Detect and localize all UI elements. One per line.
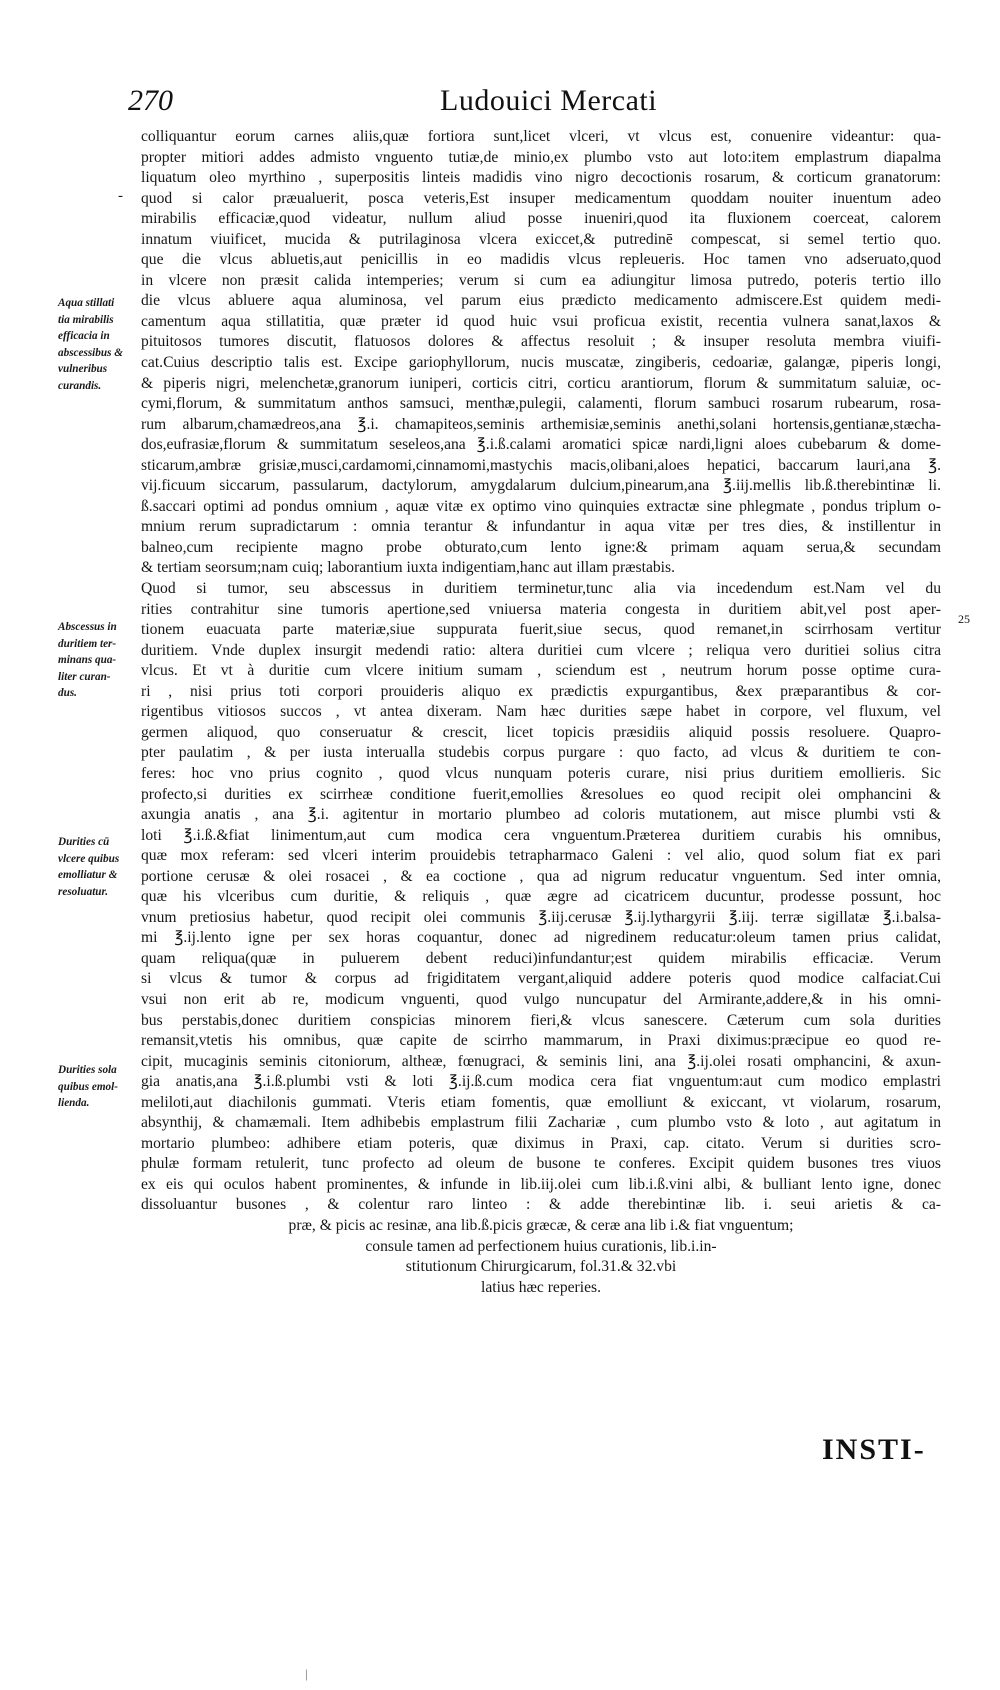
text-line: rum albarum,chamædreos,ana ℥.i. chamapiteos,seminis arthemisiæ,seminis anethi,solani hortensis,gentianæ,stæcha- (141, 415, 941, 433)
marginal-note-line: vulneribus (58, 363, 108, 375)
text-line: mnium rerum supradictarum : omnia terantur & infundantur in aqua vitæ per tres dies, & instillentur in (141, 518, 941, 536)
text-line: ß.saccari optimi ad pondus omnium , aquæ vitæ ex optimo vino quinquies extractæ sine phlegmate , pondus triplum o- (141, 497, 941, 515)
text-line: remansit,vtetis his omnibus, quæ capite de scirrho mammarum, in Praxi diximus:præcipue eo quod re- (141, 1032, 941, 1050)
margin-line-number: 25 (958, 612, 970, 626)
text-line: dissoluantur busones , & colentur raro linteo : & adde therebintinæ lib. i. seui arietis & ca- (141, 1196, 941, 1214)
text-line: dos,eufrasiæ,florum & summitatum seseleos,ana ℥.i.ß.calami aromatici spicæ nardi,ligni aloes cubebarum & dome- (141, 436, 941, 454)
text-line: vij.ficuum siccarum, passularum, dactylorum, amygdalarum dulcium,pinearum,ana ℥.iij.mellis lib.ß.therebintinæ li. (141, 477, 941, 495)
text-line: die vlcus abluere aqua aluminosa, vel parum eius prædicto medicamento admiscere.Est quidem medi- (141, 292, 941, 310)
text-line: profecto,si durities ex scirrheæ conditione fuerit,emollies &resolues eo quod recipit olei omphancini & (141, 785, 941, 803)
margin-dash: - (118, 188, 123, 204)
running-head: Ludouici Mercati (440, 84, 658, 117)
text-line: in vlcere non præsit calida intemperies; verum si cum ea adiungitur limosa putredo, poteris tertio illo (141, 271, 941, 289)
marginal-note-line: vlcere quibus (58, 852, 120, 865)
text-line: vlcus. Et vt à duritie cum vlcere initium sumam , sciendum est , neutrum horum posse optime cura- (141, 662, 941, 680)
text-line: que die vlcus abluetis,aut penicillis in eo madidis vlcus repleueris. Hoc tamen vno adseruato,quod (141, 251, 941, 269)
body-text (141, 127, 941, 1298)
text-line: feres: hoc vno prius cognito , quod vlcus nunquam poteris curare, nisi prius duritiem emollieris. Sic (141, 764, 941, 782)
text-line: germen aliquod, quo conseruatur & crescit, licet topicis præsidiis aliquid possis resoluere. Quapro- (141, 723, 941, 741)
text-line: cat.Cuius descriptio talis est. Excipe gariophyllorum, nucis muscatæ, zingiberis, cedoariæ, galangæ, piperis longi, (141, 354, 941, 372)
page-number: 270 (128, 84, 173, 117)
marginal-note-aqua-stillatitia (58, 295, 138, 394)
marginal-note-line: dus. (58, 687, 77, 699)
text-line: innatum viuificet, mucida & putrilaginosa vlcera exiccet,& putredinē compescat, si semel tertio quo. (141, 230, 941, 248)
text-line: gia anatis,ana ℥.i.ß.plumbi vsti & loti ℥.ij.ß.cum modica cera fiat vnguentum:aut cum modico emplastri (141, 1073, 941, 1091)
catchword: INSTI- (822, 1433, 926, 1466)
text-line: ri , nisi prius toti corpori prouideris aliquo ex prædictis expurgantibus, &ex præparantibus & cor- (141, 682, 941, 700)
text-line: propter mitiori addes admisto vnguento tutiæ,de minio,ex plumbo vsto aut loto:item emplastrum diapalma (141, 148, 941, 166)
text-line: quæ his vlceribus cum duritie, & reliquis , quæ ægre ad cicatricem ducuntur, prodesse possunt, hoc (141, 888, 941, 906)
text-line: sticarum,ambræ grisiæ,musci,cardamomi,cinnamomi,mastychis macis,olibani,aloes hepatici, baccarum lauri,ana ℥. (141, 456, 941, 474)
marginal-note-line: curandis. (58, 379, 102, 392)
marginal-note-durities-sola (58, 1062, 138, 1112)
text-line: quod si calor præualuerit, posca veteris,Est insuper medicamentum quoddam nouiter inuentum adeo (141, 189, 941, 207)
text-line: quæ mox referam: sed vlceri interim prouidebis tetrapharmaco Galeni : vel alio, quod solum fiat ex pari (141, 847, 941, 865)
text-line: duritiem. Vnde duplex insurgit medendi ratio: altera duritiei cum vlcere ; reliqua vero duritiei solius citra (141, 641, 941, 659)
text-line: pituitosos tumores discutit, flatuosos dolores & affectus resoluit ; & insuper resoluta membra viuifi- (141, 333, 941, 351)
text-line: præ, & picis ac resinæ, ana lib.ß.picis græcæ, & ceræ ana lib i.& fiat vnguentum; (288, 1216, 794, 1234)
bottom-mark: | (305, 1666, 308, 1681)
marginal-note-line: tia mirabilis (58, 313, 114, 326)
marginal-note-line: efficacia in (58, 330, 110, 342)
text-line: meliloti,aut diachilonis gummati. Vteris etiam fomentis, quæ emolliunt & exiccant, vt violarum, rosarum, (141, 1093, 941, 1111)
marginal-note-durities-cum-ulcere (58, 834, 138, 900)
marginal-note-line: minans qua- (58, 654, 117, 666)
text-line: rities contrahitur sine tumoris apertione,sed vniuersa materia congesta in duritiem abit,vel post aper- (141, 600, 941, 618)
text-line: axungia anatis , ana ℥.i. agitentur in mortario plumbeo ad coloris mutationem, aut misce plumbi vsti & (141, 806, 941, 824)
marginal-note-line: Durities sola (58, 1064, 117, 1076)
text-line: pter paulatim , & per iusta interualla studebis corpus purgare : quo facto, ad vlcus & duritiem te con- (141, 744, 941, 762)
marginal-note-line: lienda. (58, 1097, 90, 1109)
text-line: bus perstabis,donec duritiem conspicias minorem fieri,& vlcus sanescere. Cæterum cum sola durities (141, 1011, 941, 1029)
marginal-note-line: Durities cū (58, 836, 110, 848)
text-line: camentum aqua stillatitia, quæ præter id quod huic vsui proficua existit, recentia vulnera sanat,laxos & (141, 312, 941, 330)
text-line: vnum pretiosius habetur, quod recipit olei communis ℥.iij.cerusæ ℥.ij.lythargyrii ℥.iij. terræ sigillatæ ℥.i.balsa- (141, 908, 941, 926)
text-line: cipit, mucaginis seminis citoniorum, altheæ, fœnugraci, & seminis lini, ana ℥.ij.olei rosati omphancini, & axun- (141, 1052, 941, 1070)
text-line: & tertiam seorsum;nam cuiq; laborantium iuxta indigentiam,hanc aut illam præstabis. (141, 559, 675, 577)
text-line: vsui non erit ab re, modicum vnguenti, quod vulgo nuncupatur del Armirante,addere,& in his omni- (141, 990, 941, 1008)
marginal-note-line: resoluatur. (58, 885, 109, 898)
text-line: cymi,florum, & summitatum anthos samsuci, menthæ,pulegii, calamenti, florum sambuci rosarum rubearum, rosa- (141, 395, 941, 413)
text-line: liquatum oleo myrthino , superpositis linteis madidis vino nigro decoctionis rosarum, & corticum granatorum: (141, 169, 941, 187)
marginal-note-abscessus (58, 619, 138, 702)
marginal-note-line: duritiem ter- (58, 637, 117, 650)
text-line: rigentibus vitiosos succos , vt antea dixeram. Nam hæc durities sæpe habet in corpore, vel fluxum, vel (141, 703, 941, 721)
marginal-note-line: quibus emol- (58, 1080, 118, 1093)
marginal-note-line: abscessibus & (58, 346, 123, 359)
text-line: latius hæc reperies. (481, 1278, 601, 1296)
marginal-note-line: Aqua stillati (58, 297, 115, 309)
text-line: & piperis nigri, melenchetæ,granorum iuniperi, corticis citri, corticu arantiorum, florum & summitatum saluiæ, oc- (141, 374, 941, 392)
text-line: consule tamen ad perfectionem huius curationis, lib.i.in- (365, 1237, 717, 1255)
text-line: stitutionum Chirurgicarum, fol.31.& 32.vbi (405, 1258, 677, 1276)
text-line: portione cerusæ & olei rosacei , & ea coctione , qua ad nigrum reducatur vnguentum. Sed inter omnia, (141, 867, 941, 885)
text-line: quam reliqua(quæ in puluerem debent reduci)infundantur;est quidem mirabilis efficaciæ. Verum (141, 949, 941, 967)
text-line: absynthij, & chamæmali. Item adhibebis emplastrum filii Zachariæ , cum plumbo vsto & loto , aut agitatum in (141, 1114, 941, 1132)
marginal-note-line: Abscessus in (58, 621, 117, 633)
text-line: Quod si tumor, seu abscessus in duritiem terminetur,tunc alia via incedendum est.Nam vel du (141, 580, 941, 598)
marginal-note-line: emolliatur & (58, 869, 118, 881)
text-line: phulæ formam retulerit, tunc profecto ad oleum de busone te conferes. Excipit quidem busones tres viuos (141, 1155, 941, 1173)
text-line: mirabilis efficaciæ,quod videatur, nullum aliud posse inueniri,quod ita fluxionem coerceat, calorem (141, 210, 941, 228)
text-line: loti ℥.i.ß.&fiat linimentum,aut cum modica cera vnguentum.Præterea duritiem curabis his omnibus, (141, 826, 941, 844)
text-line: balneo,cum recipiente magno probe obturato,cum lento igne:& primam aquam serua,& secundam (141, 538, 941, 556)
text-line: ex eis qui oculos habent prominentes, & infunde in lib.iij.olei cum lib.i.ß.vini albi, & bulliant lento igne, donec (141, 1175, 941, 1193)
marginal-note-line: liter curan- (58, 670, 111, 683)
text-line: mortario plumbeo: adhibere etiam poteris, quæ diximus in Praxi, cap. citato. Verum si durities scro- (141, 1134, 941, 1152)
text-line: mi ℥.ij.lento igne per sex horas coquantur, donec ad nigredinem reducatur:oleum tamen prius calidat, (141, 929, 941, 947)
text-line: si vlcus & tumor & corpus ad frigiditatem vergant,aliquid addere poteris quod modice calfaciat.Cui (141, 970, 941, 988)
text-line: colliquantur eorum carnes aliis,quæ fortiora sunt,licet vlceri, vt vlcus est, conuenire videantur: qua- (141, 128, 941, 145)
text-line: tionem euacuata parte materiæ,siue suppurata fuerit,siue secus, quod remanet,in scirrhosam vertitur (141, 621, 941, 639)
